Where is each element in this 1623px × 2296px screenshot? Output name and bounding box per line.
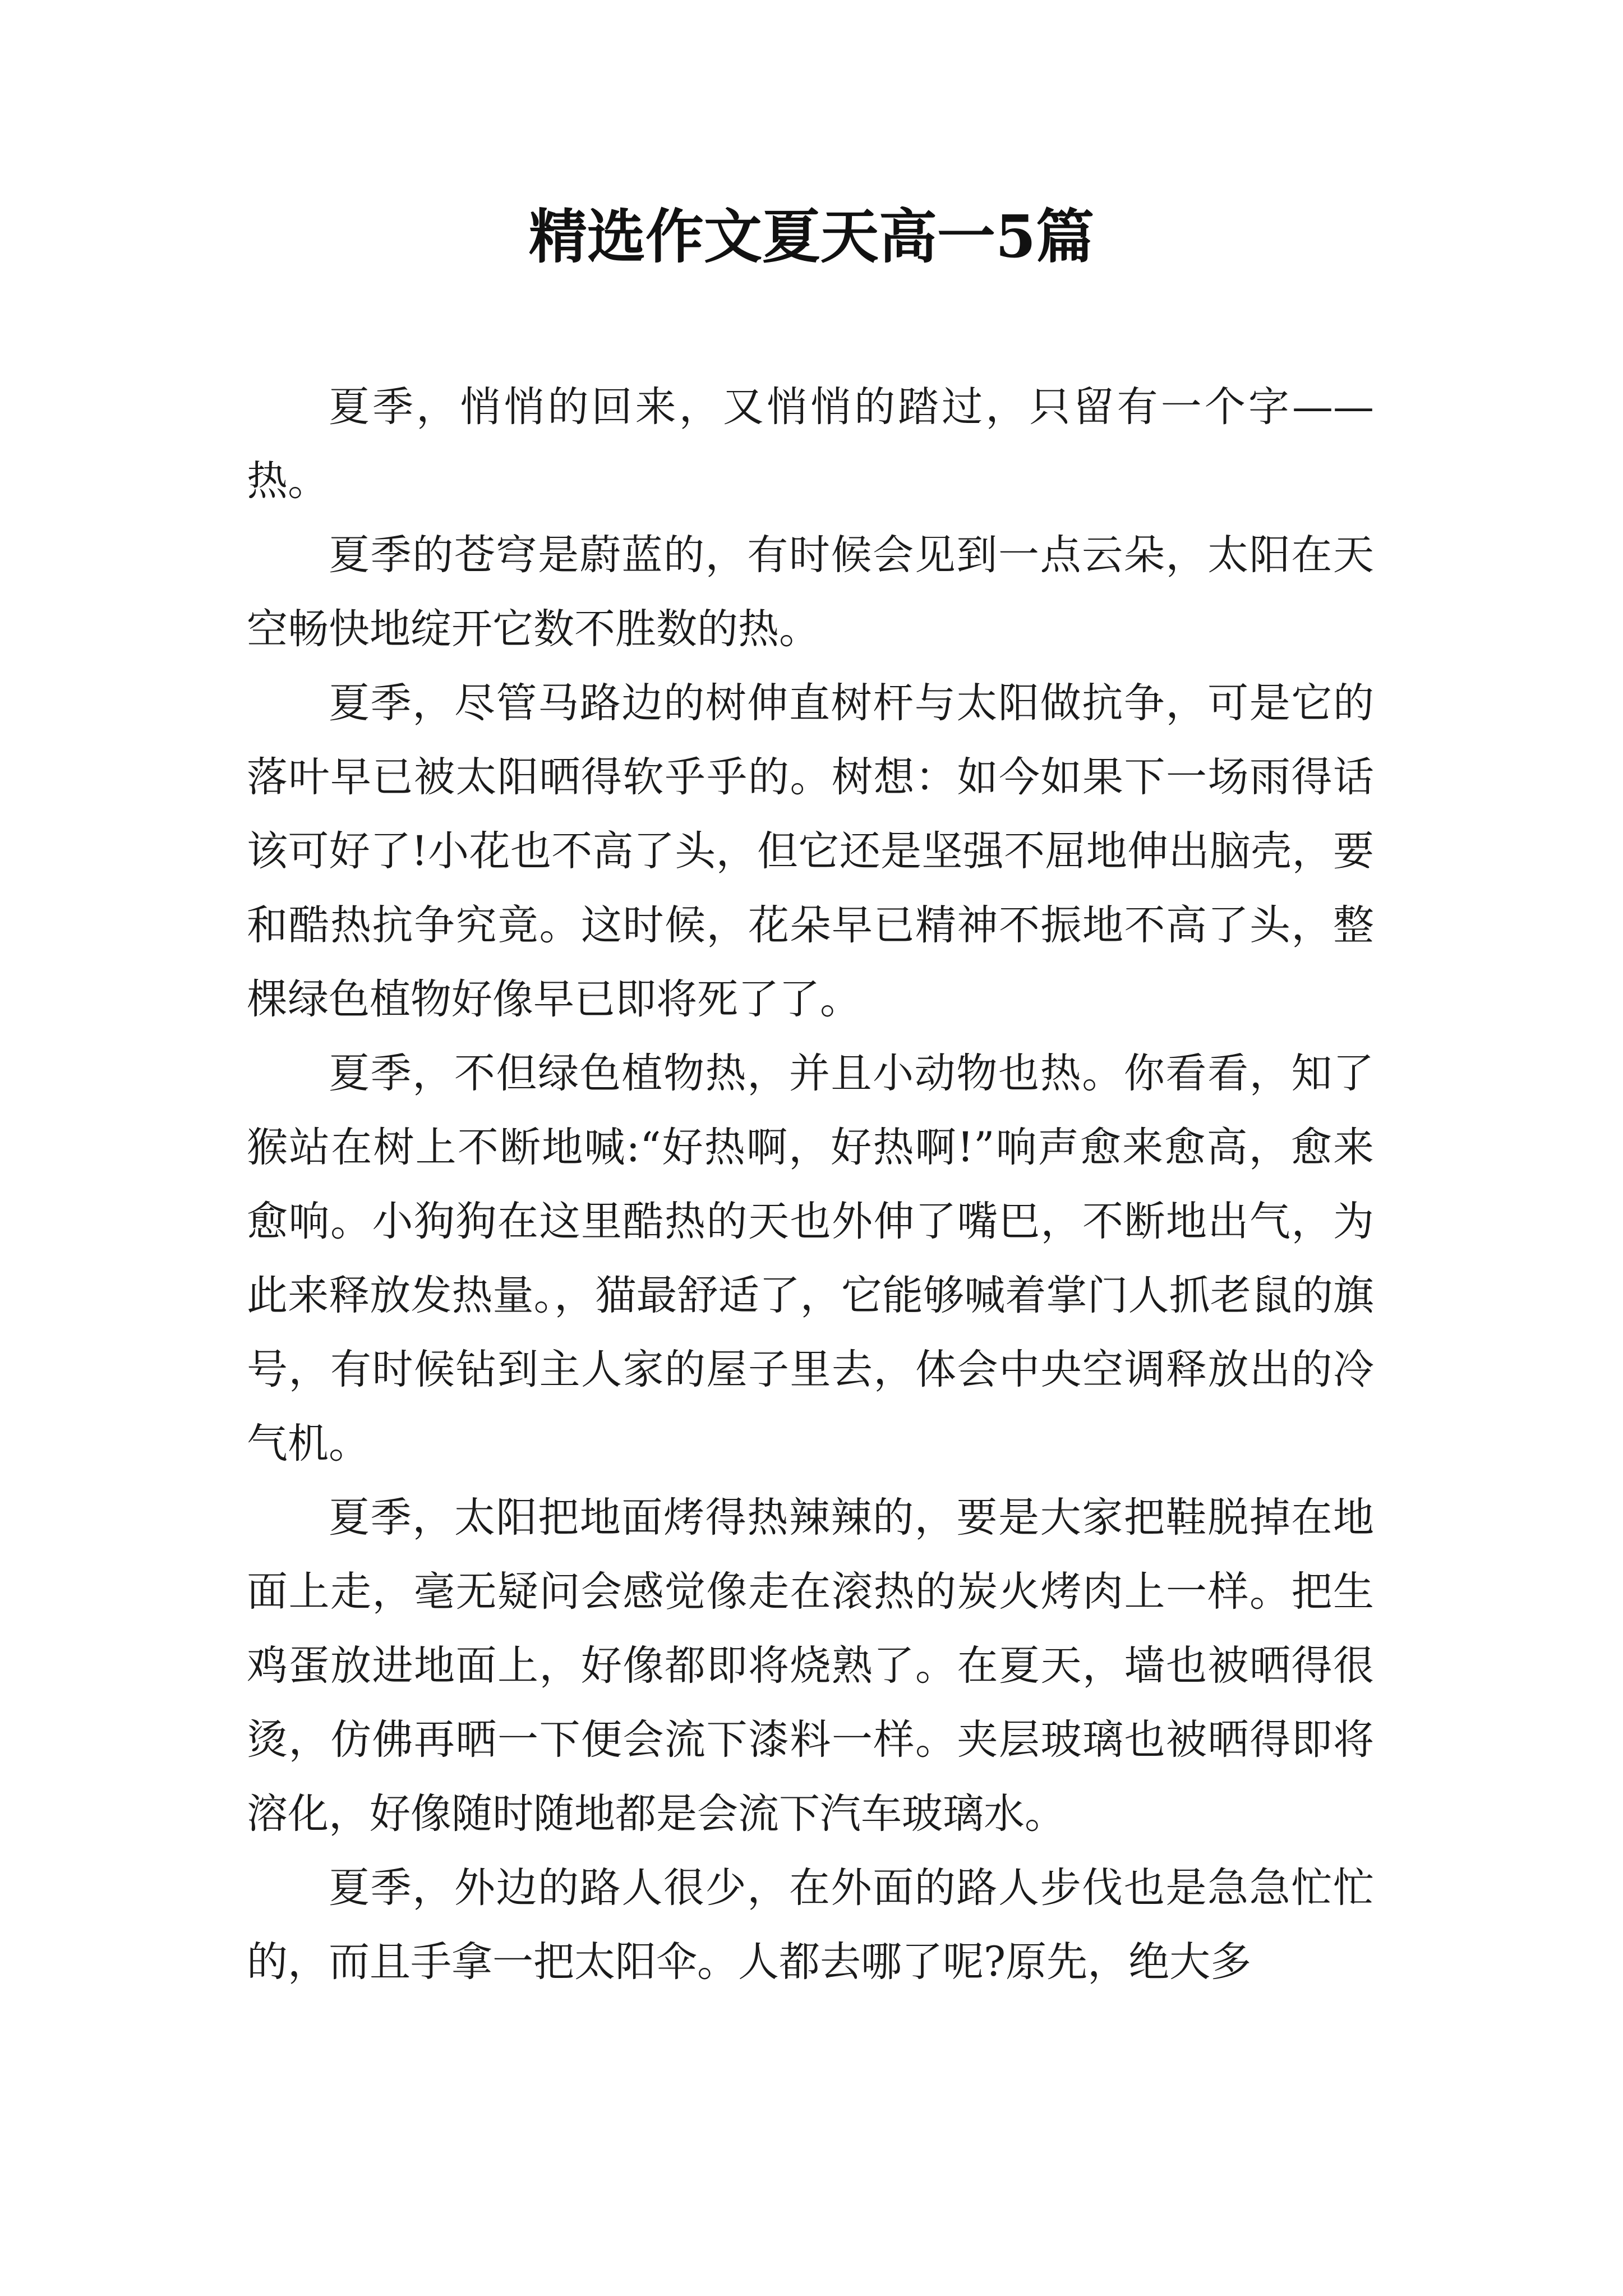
paragraph: 夏季，悄悄的回来，又悄悄的踏过，只留有一个字——热。 bbox=[247, 383, 1374, 505]
paragraph: 夏季，尽管马路边的树伸直树杆与太阳做抗争，可是它的落叶早已被太阳晒得软乎乎的。树想：如今如果下一场雨得话该可好了!小花也不高了头，但它还是坚强不屈地伸出脑壳，要和酷热抗争究竟。这时候，花朵早已精神不振地不高了头，整棵绿色植物好像早已即将死了了。 bbox=[247, 679, 1374, 1023]
paragraph: 夏季，太阳把地面烤得热辣辣的，要是大家把鞋脱掉在地面上走，毫无疑问会感觉像走在滚热的炭火烤肉上一样。把生鸡蛋放进地面上，好像都即将烧熟了。在夏天，墙也被晒得很烫，仿佛再晒一下便会流下漆料一样。夹层玻璃也被晒得即将溶化，好像随时随地都是会流下汽车玻璃水。 bbox=[247, 1494, 1374, 1838]
paragraph: 夏季的苍穹是蔚蓝的，有时候会见到一点云朵，太阳在天空畅快地绽开它数不胜数的热。 bbox=[247, 531, 1374, 653]
paragraph: 夏季，外边的路人很少，在外面的路人步伐也是急急忙忙的，而且手拿一把太阳伞。人都去哪了呢?原先，绝大多 bbox=[247, 1864, 1374, 1986]
document-title: 精选作文夏天高一5篇 bbox=[528, 202, 1095, 271]
paragraph: 夏季，不但绿色植物热，并且小动物也热。你看看，知了猴站在树上不断地喊:“好热啊，好热啊!”响声愈来愈高，愈来愈响。小狗狗在这里酷热的天也外伸了嘴巴，不断地出气，为此来释放发热量。，猫最舒适了，它能够喊着掌门人抓老鼠的旗号，有时候钻到主人家的屋子里去，体会中央空调释放出的冷气机。 bbox=[247, 1050, 1374, 1467]
document-body bbox=[247, 370, 1374, 1999]
